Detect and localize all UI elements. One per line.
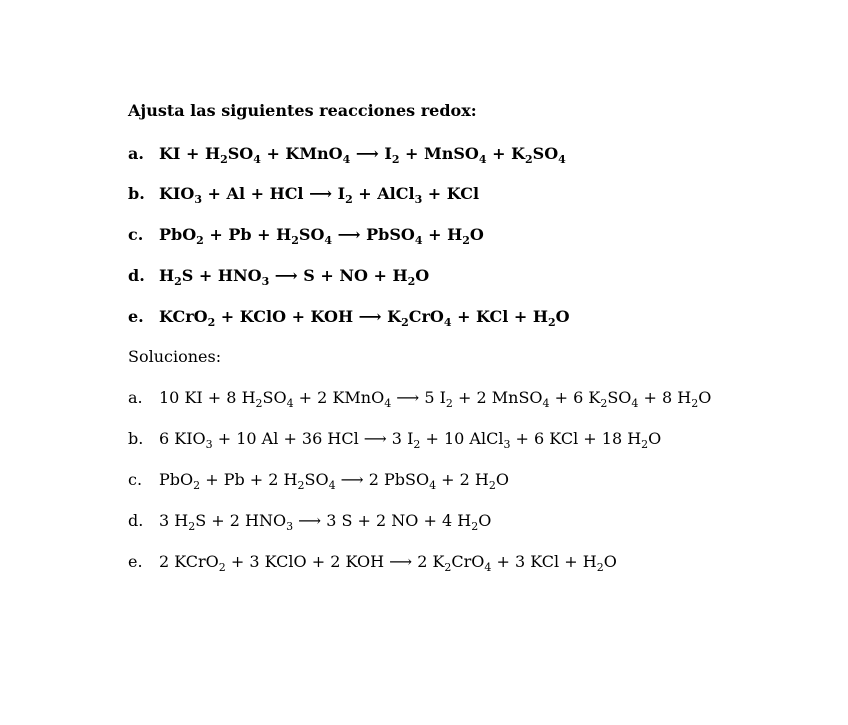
formula-text: + 10 Al + 36 HCl ⟶ 3 I: [212, 429, 414, 448]
subscript: 3: [414, 193, 423, 206]
formula-text: O: [495, 470, 509, 489]
subscript: 4: [631, 397, 639, 410]
solution-equation: [159, 552, 617, 574]
subscript: 2: [255, 397, 263, 410]
formula-text: + 2 KMnO: [293, 388, 385, 407]
subscript: 2: [193, 479, 201, 492]
solution-c: [128, 470, 509, 490]
problem-label: a.: [128, 144, 144, 163]
problem-equation: [159, 144, 566, 166]
formula-text: S + 2 HNO: [195, 511, 287, 530]
problem-c: [128, 225, 484, 245]
subscript: 2: [524, 153, 533, 166]
formula-text: O: [478, 511, 492, 530]
subscript: 2: [345, 193, 353, 206]
formula-text: ⟶ PbSO: [332, 225, 415, 244]
subscript: 4: [542, 397, 550, 410]
subscript: 2: [291, 234, 299, 247]
formula-text: O: [603, 552, 617, 571]
problem-equation: [159, 184, 480, 206]
formula-text: + 10 AlCl: [420, 429, 504, 448]
problem-label: e.: [128, 307, 144, 326]
formula-text: KIO: [159, 184, 195, 203]
formula-text: PbO: [159, 470, 194, 489]
formula-text: + 6 K: [549, 388, 601, 407]
formula-text: 2 KCrO: [159, 552, 219, 571]
subscript: 4: [558, 153, 566, 166]
solutions-heading: Soluciones:: [128, 347, 222, 366]
subscript: 4: [429, 479, 437, 492]
subscript: 2: [207, 316, 216, 329]
problem-b: [128, 184, 479, 204]
problem-label: c.: [128, 225, 144, 244]
formula-text: + Pb + H: [203, 225, 292, 244]
formula-text: + MnSO: [399, 144, 479, 163]
formula-text: KI + H: [159, 144, 221, 163]
formula-text: ⟶ 2 PbSO: [335, 470, 430, 489]
formula-text: + H: [422, 225, 463, 244]
solution-e: [128, 552, 617, 572]
formula-text: O: [648, 429, 662, 448]
solution-a: [128, 388, 711, 408]
formula-text: + Pb + 2 H: [200, 470, 298, 489]
subscript: 2: [401, 316, 409, 329]
formula-text: KCrO: [159, 307, 208, 326]
formula-text: SO: [227, 144, 254, 163]
formula-text: 3 H: [159, 511, 189, 530]
subscript: 2: [462, 234, 470, 247]
subscript: 4: [342, 153, 351, 166]
solution-label: c.: [128, 470, 143, 489]
subscript: 2: [220, 153, 228, 166]
formula-text: + 2 H: [436, 470, 489, 489]
formula-text: + 3 KCl + H: [491, 552, 597, 571]
solution-label: b.: [128, 429, 144, 448]
formula-text: + AlCl: [352, 184, 415, 203]
formula-text: SO: [304, 470, 329, 489]
problem-a: [128, 144, 566, 164]
subscript: 2: [471, 520, 479, 533]
subscript: 2: [596, 561, 604, 574]
formula-text: S + HNO: [181, 266, 262, 285]
subscript: 3: [205, 438, 213, 451]
formula-text: ⟶ 3 S + 2 NO + 4 H: [293, 511, 472, 530]
problem-equation: [159, 266, 430, 288]
formula-text: CrO: [451, 552, 485, 571]
problem-label: d.: [128, 266, 145, 285]
formula-text: O: [415, 266, 430, 285]
formula-text: ⟶ S + NO + H: [269, 266, 408, 285]
subscript: 4: [384, 397, 392, 410]
solution-equation: [159, 511, 492, 533]
subscript: 2: [548, 316, 556, 329]
formula-text: + KMnO: [260, 144, 343, 163]
formula-text: ⟶ I: [350, 144, 392, 163]
formula-text: SO: [607, 388, 632, 407]
subscript: 2: [297, 479, 305, 492]
subscript: 2: [444, 561, 452, 574]
formula-text: H: [159, 266, 175, 285]
formula-text: + 2 MnSO: [452, 388, 543, 407]
subscript: 2: [196, 234, 204, 247]
solution-label: e.: [128, 552, 143, 571]
solution-equation: [159, 388, 712, 410]
formula-text: O: [469, 225, 484, 244]
subscript: 4: [253, 153, 261, 166]
formula-text: + Al + HCl ⟶ I: [201, 184, 346, 203]
subscript: 2: [413, 438, 421, 451]
solution-b: [128, 429, 661, 449]
subscript: 3: [194, 193, 202, 206]
subscript: 4: [328, 479, 336, 492]
formula-text: + 6 KCl + 18 H: [510, 429, 642, 448]
subscript: 2: [218, 561, 226, 574]
solution-d: [128, 511, 491, 531]
subscript: 3: [286, 520, 294, 533]
formula-text: SO: [262, 388, 287, 407]
formula-text: CrO: [408, 307, 444, 326]
subscript: 2: [174, 275, 182, 288]
formula-text: + KCl + H: [451, 307, 548, 326]
problem-e: [128, 307, 570, 327]
problem-equation: [159, 225, 484, 247]
formula-text: O: [555, 307, 570, 326]
formula-text: + 8 H: [638, 388, 692, 407]
formula-text: + KClO + KOH ⟶ K: [215, 307, 402, 326]
subscript: 2: [407, 275, 416, 288]
subscript: 2: [641, 438, 649, 451]
formula-text: PbO: [159, 225, 197, 244]
problem-equation: [159, 307, 570, 329]
formula-text: + 3 KClO + 2 KOH ⟶ 2 K: [225, 552, 445, 571]
formula-text: SO: [532, 144, 559, 163]
formula-text: 10 KI + 8 H: [159, 388, 256, 407]
subscript: 4: [324, 234, 333, 247]
problem-d: [128, 266, 429, 286]
worksheet-title: Ajusta las siguientes reacciones redox:: [128, 101, 477, 120]
subscript: 2: [600, 397, 608, 410]
subscript: 3: [503, 438, 511, 451]
subscript: 2: [488, 479, 496, 492]
formula-text: ⟶ 5 I: [391, 388, 446, 407]
subscript: 3: [261, 275, 270, 288]
formula-text: SO: [298, 225, 325, 244]
formula-text: O: [698, 388, 712, 407]
subscript: 2: [445, 397, 453, 410]
formula-text: 6 KIO: [159, 429, 206, 448]
solution-equation: [159, 470, 509, 492]
subscript: 4: [484, 561, 492, 574]
subscript: 4: [443, 316, 452, 329]
subscript: 4: [286, 397, 294, 410]
subscript: 2: [691, 397, 699, 410]
subscript: 2: [188, 520, 196, 533]
subscript: 4: [478, 153, 487, 166]
problem-label: b.: [128, 184, 145, 203]
formula-text: + KCl: [422, 184, 480, 203]
solution-label: d.: [128, 511, 144, 530]
subscript: 4: [414, 234, 423, 247]
subscript: 2: [391, 153, 400, 166]
solution-label: a.: [128, 388, 143, 407]
solution-equation: [159, 429, 662, 451]
formula-text: + K: [486, 144, 525, 163]
